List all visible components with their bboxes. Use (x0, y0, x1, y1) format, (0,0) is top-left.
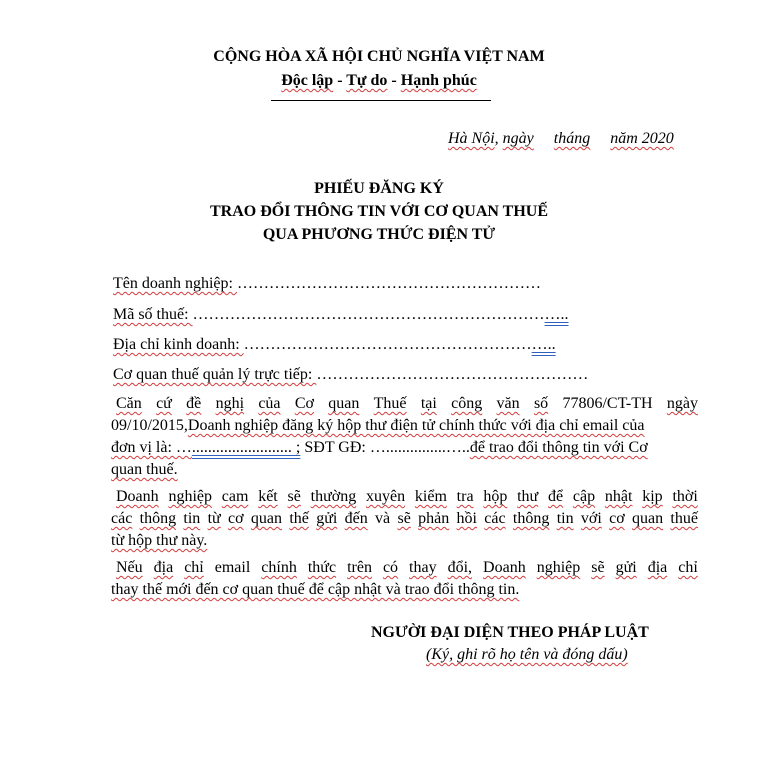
date-line: Hà Nội, ngày tháng năm 2020 (448, 130, 674, 147)
date-month: tháng (553, 130, 591, 147)
date-year: năm 2020 (610, 130, 674, 147)
paragraph-basis-line2: 09/10/2015, Doanh nghiệp đăng ký hộp thư điện tử chính thức với địa chỉ email của (111, 417, 645, 434)
paragraph-commitment-line3: từ hộp thư này. (111, 532, 208, 549)
paragraph-basis-line1: Căn cứ đề nghị của Cơ quan Thuế tại công văn số 77806/CT-TH ngày (116, 395, 698, 412)
motto: Độc lập - Tự do - Hạnh phúc (281, 72, 477, 89)
company-name-blank: ………………………………………………… (236, 275, 541, 292)
paragraph-basis-line3: đơn vị là: … ......................... ; SĐT GĐ: …...............….. để trao đổi thông tin với Cơ (111, 437, 698, 459)
motto-happiness: Hạnh phúc (400, 72, 477, 89)
company-name-field (113, 275, 541, 293)
signature-note: (Ký, ghi rõ họ tên và đóng dấu) (426, 646, 628, 663)
paragraph-basis (111, 393, 698, 481)
header-underline (271, 100, 491, 101)
paragraph-commitment-line1: Doanh nghiệp cam kết sẽ thường xuyên kiểm tra hộp thư để cập nhật kịp thời (116, 488, 698, 505)
country-heading: CỘNG HÒA XÃ HỘI CHỦ NGHĨA VIỆT NAM (213, 48, 545, 65)
paragraph-change-line1: Nếu địa chỉ email chính thức trên có thay đổi, Doanh nghiệp sẽ gửi địa chỉ (116, 559, 698, 576)
email-blank: ......................... ; (191, 439, 301, 456)
signature-title: NGƯỜI ĐẠI DIỆN THEO PHÁP LUẬT (371, 624, 649, 641)
form-title-line3: QUA PHƯƠNG THỨC ĐIỆN TỬ (262, 226, 496, 243)
tax-agency-blank: …………………………………………… (316, 366, 589, 383)
motto-independence: Độc lập (281, 72, 334, 89)
tax-code-field: Mã số thuế: …………………………………………………………….. (113, 306, 569, 323)
address-field: Địa chỉ kinh doanh: ………………………………………………….. (113, 336, 556, 353)
paragraph-commitment-line2: các thông tin từ cơ quan thế gửi đến và sẽ phản hồi các thông tin với cơ quan thuế (111, 510, 698, 527)
date-day: ngày (502, 130, 534, 147)
paragraph-change-line2: thay thế mới đến cơ quan thuế để cập nhật và trao đổi thông tin. (111, 581, 520, 598)
tax-code-blank: ………………………………………………………… (192, 306, 545, 323)
tax-agency-label: Cơ quan thuế quản lý trực tiếp: (113, 366, 317, 383)
motto-freedom: Tự do (346, 72, 388, 89)
form-title-line1: PHIẾU ĐĂNG KÝ (314, 180, 444, 197)
tax-code-label: Mã số thuế: (113, 306, 193, 323)
address-label: Địa chỉ kinh doanh: (113, 336, 244, 353)
paragraph-commitment (111, 486, 698, 552)
director-phone-blank: SĐT GĐ: …...............….. (300, 439, 470, 456)
paragraph-basis-line4: quan thuế. (111, 461, 178, 478)
form-title-line2: TRAO ĐỔI THÔNG TIN VỚI CƠ QUAN THUẾ (210, 203, 548, 220)
date-place: Hà Nội (448, 130, 495, 147)
paragraph-change (111, 557, 698, 601)
tax-agency-field (113, 366, 588, 384)
address-blank: ……………………………………………… (243, 336, 532, 353)
company-name-label: Tên doanh nghiệp: (113, 275, 237, 292)
